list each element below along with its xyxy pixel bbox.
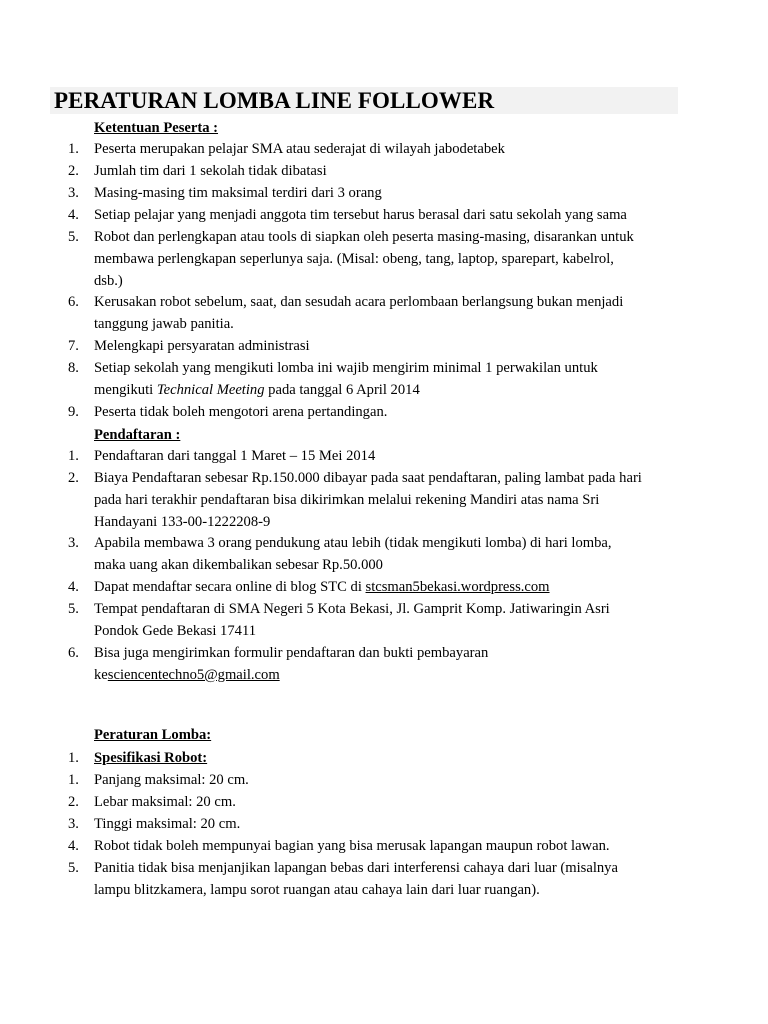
list-number: 2.: [68, 163, 79, 179]
list-number: 1.: [68, 750, 79, 766]
list-number: 3.: [68, 816, 79, 832]
list-text: Kerusakan robot sebelum, saat, dan sesudah acara perlombaan berlangsung bukan menjadi: [94, 294, 624, 310]
list-number: 1.: [68, 141, 79, 157]
list-text: Setiap sekolah yang mengikuti lomba ini wajib mengirim minimal 1 perwakilan untuk: [94, 360, 598, 376]
list-text: Tempat pendaftaran di SMA Negeri 5 Kota Bekasi, Jl. Gamprit Komp. Jatiwaringin Asri: [94, 601, 610, 617]
list-number: 4.: [68, 207, 79, 223]
list-number: 1.: [68, 772, 79, 788]
list-text: Setiap pelajar yang menjadi anggota tim tersebut harus berasal dari satu sekolah yang sama: [94, 207, 627, 223]
list-text: Masing-masing tim maksimal terdiri dari 3 orang: [94, 185, 382, 201]
section-heading-ketentuan: Ketentuan Peserta :: [94, 120, 219, 136]
list-number: 6.: [68, 294, 79, 310]
list-number: 3.: [68, 535, 79, 551]
list-text: dsb.): [94, 273, 123, 289]
list-text: Jumlah tim dari 1 sekolah tidak dibatasi: [94, 163, 327, 179]
list-text: mengikuti Technical Meeting pada tanggal 6 April 2014: [94, 382, 420, 398]
list-number: 2.: [68, 470, 79, 486]
document-title: PERATURAN LOMBA LINE FOLLOWER: [54, 88, 495, 113]
list-number: 5.: [68, 229, 79, 245]
list-text: Panitia tidak bisa menjanjikan lapangan bebas dari interferensi cahaya dari luar (misalnya: [94, 860, 618, 876]
list-text: Pendaftaran dari tanggal 1 Maret – 15 Mei 2014: [94, 448, 376, 464]
list-text: Biaya Pendaftaran sebesar Rp.150.000 dibayar pada saat pendaftaran, paling lambat pada hari: [94, 470, 642, 486]
list-text: Panjang maksimal: 20 cm.: [94, 772, 249, 788]
list-number: 9.: [68, 404, 79, 420]
list-text: Peserta merupakan pelajar SMA atau sederajat di wilayah jabodetabek: [94, 141, 505, 157]
email-link[interactable]: sciencentechno5@gmail.com: [107, 667, 280, 683]
list-text: kesciencentechno5@gmail.com: [94, 667, 280, 683]
list-text: pada hari terakhir pendaftaran bisa dikirimkan melalui rekening Mandiri atas nama Sri: [94, 492, 600, 508]
list-number: 4.: [68, 579, 79, 595]
list-text: Dapat mendaftar secara online di blog STC di stcsman5bekasi.wordpress.com: [94, 579, 550, 595]
list-number: 7.: [68, 338, 79, 354]
list-text: Apabila membawa 3 orang pendukung atau lebih (tidak mengikuti lomba) di hari lomba,: [94, 535, 612, 551]
section-heading-pendaftaran: Pendaftaran :: [94, 427, 181, 443]
list-text: Handayani 133-00-1222208-9: [94, 514, 271, 530]
list-text: Peserta tidak boleh mengotori arena pertandingan.: [94, 404, 388, 420]
list-number: 8.: [68, 360, 79, 376]
list-number: 2.: [68, 794, 79, 810]
list-text: Tinggi maksimal: 20 cm.: [94, 816, 241, 832]
list-text: Melengkapi persyaratan administrasi: [94, 338, 310, 354]
list-number: 3.: [68, 185, 79, 201]
list-text: lampu blitzkamera, lampu sorot ruangan atau cahaya lain dari luar ruangan).: [94, 882, 540, 898]
list-text: Pondok Gede Bekasi 17411: [94, 623, 256, 639]
section-heading-peraturan-lomba: Peraturan Lomba:: [94, 727, 212, 743]
list-text: maka uang akan dikembalikan sebesar Rp.50.000: [94, 557, 383, 573]
list-number: 6.: [68, 645, 79, 661]
list-text: Bisa juga mengirimkan formulir pendaftaran dan bukti pembayaran: [94, 645, 489, 661]
blog-link[interactable]: stcsman5bekasi.wordpress.com: [365, 579, 550, 595]
list-text: membawa perlengkapan seperlunya saja. (Misal: obeng, tang, laptop, sparepart, kabelrol,: [94, 251, 614, 267]
list-text: tanggung jawab panitia.: [94, 316, 234, 332]
subsection-heading-spesifikasi: Spesifikasi Robot:: [94, 750, 208, 766]
list-number: 1.: [68, 448, 79, 464]
list-number: 4.: [68, 838, 79, 854]
technical-meeting-text: Technical Meeting: [156, 382, 265, 398]
list-text: Robot dan perlengkapan atau tools di siapkan oleh peserta masing-masing, disarankan untuk: [94, 229, 634, 245]
list-text: Robot tidak boleh mempunyai bagian yang bisa merusak lapangan maupun robot lawan.: [94, 838, 610, 854]
list-number: 5.: [68, 860, 79, 876]
list-number: 5.: [68, 601, 79, 617]
list-text: Lebar maksimal: 20 cm.: [94, 794, 236, 810]
